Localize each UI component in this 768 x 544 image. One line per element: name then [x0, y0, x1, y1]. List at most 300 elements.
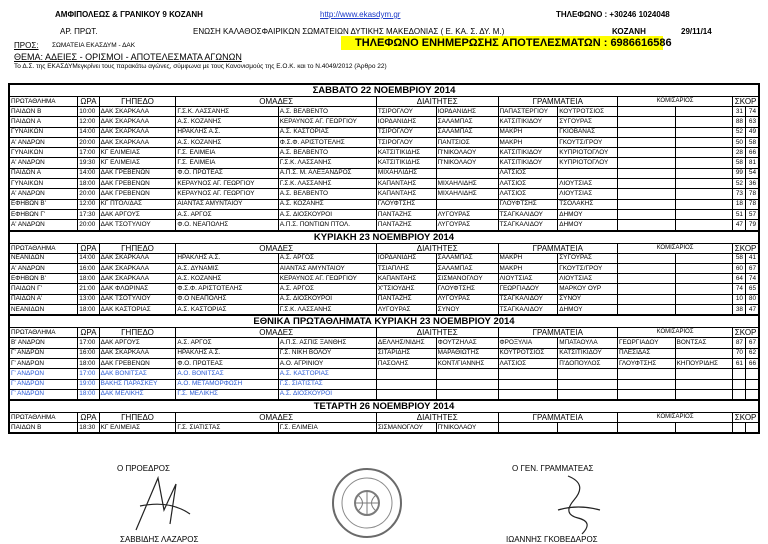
referee-2-cell: ΜΙΧΑΗΛΙΔΗΣ	[436, 189, 498, 199]
home-team-cell: Α.Ο. ΒΟΝΙΤΣΑΣ	[176, 369, 278, 379]
referee-1-cell: ΠΑΝΤΑΖΗΣ	[376, 294, 436, 304]
table-row	[10, 423, 759, 433]
championship-cell: ΠΑΙΔΩΝ Α	[10, 168, 78, 178]
championship-cell: ΝΕΑΝΙΔΩΝ	[10, 253, 78, 263]
away-team-cell: ΑΙΑΝΤΑΣ ΑΜΥΝΤΑΙΟΥ	[278, 263, 376, 273]
official-1-cell	[498, 369, 558, 379]
home-team-cell: ΚΕΡΑΥΝΟΣ ΑΓ. ΓΕΩΡΓΙΟΥ	[176, 179, 278, 189]
referee-2-cell: ΜΙΧΑΗΛΙΔΗΣ	[436, 179, 498, 189]
official-1-cell: ΠΑΠΑΣΤΕΡΓΙΟΥ	[498, 107, 558, 117]
president-signature	[130, 470, 200, 536]
court-cell: ΔΑΚ ΓΡΕΒΕΝΩΝ	[99, 179, 176, 189]
home-team-cell: Φ.Ο ΝΕΑΠΟΛΗΣ	[176, 294, 278, 304]
table-row	[10, 209, 759, 219]
section-table	[9, 84, 759, 231]
table-row	[10, 305, 759, 315]
commissioner-2-cell	[675, 158, 733, 168]
official-2-cell: ΣΥΓΟΥΡΑΣ	[558, 253, 618, 263]
table-row	[10, 348, 759, 358]
commissioner-cell	[617, 263, 675, 273]
away-team-cell: Α.Π.Σ. Μ. ΑΛΕΞΑΝΔΡΟΣ	[278, 168, 376, 178]
court-cell: ΚΓ ΕΛΙΜΕΙΑΣ	[99, 148, 176, 158]
court-cell: ΔΑΚ ΣΚΑΡΚΑΛΑ	[99, 127, 176, 137]
home-team-cell: Α.Σ. ΚΑΣΤΟΡΙΑΣ	[176, 305, 278, 315]
official-2-cell: ΛΙΟΥΤΣΙΑΣ	[558, 179, 618, 189]
home-score-cell	[733, 379, 746, 389]
col-commissioner: ΚΟΜΙΣΑΡΙΟΣ	[618, 413, 733, 423]
col-teams: ΟΜΑΔΕΣ	[176, 97, 377, 107]
home-team-cell: Γ.Σ. ΣΙΑΤΙΣΤΑΣ	[176, 423, 278, 433]
commissioner-2-cell	[675, 148, 733, 158]
home-score-cell: 87	[733, 338, 746, 348]
table-row	[10, 294, 759, 304]
commissioner-cell	[617, 117, 675, 127]
table-row	[10, 338, 759, 348]
home-team-cell: Φ.Ο. ΠΡΩΤΕΑΣ	[176, 358, 278, 368]
home-score-cell: 38	[733, 305, 746, 315]
home-score-cell: 28	[733, 148, 746, 158]
official-1-cell: ΚΑΤΣΙΤΙΚΙΔΟΥ	[498, 117, 558, 127]
protocol-label: ΑΡ. ΠΡΩΤ.	[60, 27, 98, 36]
col-score: ΣΚΟΡ	[733, 243, 759, 253]
to-label: ΠΡΟΣ:	[14, 41, 39, 50]
court-cell: ΔΑΚ ΣΚΑΡΚΑΛΑ	[99, 107, 176, 117]
schedule-table	[8, 83, 760, 434]
away-score-cell: 62	[745, 348, 758, 358]
col-referees: ΔΙΑΙΤΗΤΕΣ	[376, 243, 498, 253]
away-team-cell: ΚΕΡΑΥΝΟΣ ΑΓ. ΓΕΩΡΓΙΟΥ	[278, 274, 376, 284]
official-1-cell: ΛΑΤΣΙΟΣ	[498, 189, 558, 199]
commissioner-2-cell	[675, 199, 733, 209]
referee-2-cell: ΓΛΟΥΦΤΣΗΣ	[436, 284, 498, 294]
home-score-cell: 74	[733, 284, 746, 294]
federation-name: ΕΝΩΣΗ ΚΑΛΑΘΟΣΦΑΙΡΙΚΩΝ ΣΩΜΑΤΕΙΩΝ ΔΥΤΙΚΗΣ ΜΑΚΕΔΟΝΙΑΣ ( Ε. ΚΑ. Σ. ΔΥ. Μ.)	[193, 27, 505, 36]
referee-2-cell: ΣΑΛΑΜΠΑΣ	[436, 117, 498, 127]
away-team-cell: Α.Ο. ΑΓΡΙΝΙΟΥ	[278, 358, 376, 368]
commissioner-cell	[617, 148, 675, 158]
commissioner-2-cell	[675, 179, 733, 189]
referee-1-cell: ΚΑΤΣΙΤΙΚΙΔΗΣ	[376, 158, 436, 168]
referee-1-cell: ΜΙΧΑΗΛΙΔΗΣ	[376, 168, 436, 178]
commissioner-cell	[617, 199, 675, 209]
official-1-cell: ΛΑΤΣΙΟΣ	[498, 358, 558, 368]
home-team-cell: ΗΡΑΚΛΗΣ Α.Σ.	[176, 127, 278, 137]
court-cell: ΔΑΚ ΤΣΟΤΥΛΙΟΥ	[99, 220, 176, 230]
home-score-cell	[733, 423, 746, 433]
time-cell: 16:00	[78, 263, 99, 273]
away-team-cell: ΚΕΡΑΥΝΟΣ ΑΓ. ΓΕΩΡΓΙΟΥ	[278, 117, 376, 127]
secretary-signature	[538, 470, 608, 538]
away-score-cell: 63	[745, 117, 758, 127]
home-team-cell: Α.Σ. ΑΡΓΟΣ	[176, 338, 278, 348]
official-2-cell: ΔΗΜΟΥ	[558, 209, 618, 219]
table-row	[10, 179, 759, 189]
commissioner-2-cell	[675, 389, 733, 399]
commissioner-2-cell	[675, 305, 733, 315]
home-score-cell: 61	[733, 358, 746, 368]
away-score-cell: 58	[745, 137, 758, 147]
col-court: ΓΗΠΕΔΟ	[99, 413, 176, 423]
home-score-cell: 64	[733, 274, 746, 284]
official-1-cell	[498, 379, 558, 389]
time-cell: 13:00	[78, 294, 99, 304]
time-cell: 18:00	[78, 274, 99, 284]
commissioner-2-cell	[675, 423, 733, 433]
home-score-cell: 58	[733, 253, 746, 263]
home-team-cell: Α.Σ. ΚΟΖΑΝΗΣ	[176, 137, 278, 147]
table-row	[10, 158, 759, 168]
commissioner-2-cell	[675, 220, 733, 230]
home-team-cell: ΑΙΑΝΤΑΣ ΑΜΥΝΤΑΙΟΥ	[176, 199, 278, 209]
section-title: ΚΥΡΙΑΚΗ 23 ΝΟΕΜΒΡΙΟΥ 2014	[10, 231, 759, 243]
official-2-cell: ΚΟΥΤΡΟΤΣΙΟΣ	[558, 107, 618, 117]
results-phone-banner: ΤΗΛΕΦΩΝΟ ΕΝΗΜΕΡΩΣΗΣ ΑΠΟΤΕΛΕΣΜΑΤΩΝ : 6986616586	[341, 36, 663, 50]
commissioner-cell	[617, 389, 675, 399]
court-cell: ΔΑΚ ΦΛΩΡΙΝΑΣ	[99, 284, 176, 294]
away-score-cell: 74	[745, 107, 758, 117]
home-team-cell: ΗΡΑΚΛΗΣ Α.Σ.	[176, 348, 278, 358]
court-cell: ΔΑΚ ΣΚΑΡΚΑΛΑ	[99, 137, 176, 147]
commissioner-cell: ΓΛΟΥΦΤΣΗΣ	[617, 358, 675, 368]
col-referees: ΔΙΑΙΤΗΤΕΣ	[376, 97, 498, 107]
col-teams: ΟΜΑΔΕΣ	[176, 328, 377, 338]
table-row	[10, 148, 759, 158]
official-2-cell: ΣΥΓΟΥΡΑΣ	[558, 117, 618, 127]
court-cell: ΔΑΚ ΑΡΓΟΥΣ	[99, 209, 176, 219]
referee-1-cell: ΤΣΙΡΟΓΛΟΥ	[376, 107, 436, 117]
away-score-cell: 67	[745, 263, 758, 273]
col-teams: ΟΜΑΔΕΣ	[176, 243, 377, 253]
official-2-cell	[558, 423, 618, 433]
official-2-cell: Π'ΔΟΠΟΥΛΟΣ	[558, 358, 618, 368]
official-1-cell: ΛΑΤΣΙΟΣ	[498, 168, 558, 178]
commissioner-2-cell: ΒΟΝΤΣΑΣ	[675, 338, 733, 348]
official-1-cell: ΜΑΚΡΗ	[498, 127, 558, 137]
official-1-cell: ΛΙΟΥΤΣΙΑΣ	[498, 274, 558, 284]
commissioner-cell	[617, 209, 675, 219]
time-cell: 12:00	[78, 117, 99, 127]
official-2-cell	[558, 389, 618, 399]
referee-1-cell: ΤΣΙΡΟΓΛΟΥ	[376, 137, 436, 147]
time-cell: 16:00	[78, 348, 99, 358]
col-score: ΣΚΟΡ	[733, 328, 759, 338]
official-1-cell: ΓΕΩΡΓΙΑΔΟΥ	[498, 284, 558, 294]
away-score-cell	[745, 379, 758, 389]
referee-2-cell: ΠΑΝΤΣΙΟΣ	[436, 137, 498, 147]
away-score-cell	[745, 369, 758, 379]
col-championship: ΠΡΩΤΑΘΛΗΜΑ	[10, 413, 78, 423]
home-score-cell	[733, 369, 746, 379]
championship-cell: Γ' ΑΝΔΡΩΝ	[10, 358, 78, 368]
commissioner-2-cell	[675, 369, 733, 379]
col-court: ΓΗΠΕΔΟ	[99, 97, 176, 107]
court-cell: ΔΑΚ ΓΡΕΒΕΝΩΝ	[99, 358, 176, 368]
championship-cell: Γ' ΑΝΔΡΩΝ	[10, 389, 78, 399]
section-table	[9, 315, 759, 400]
away-score-cell: 57	[745, 209, 758, 219]
referee-2-cell: ΛΥΓΟΥΡΑΣ	[436, 294, 498, 304]
official-2-cell: ΔΗΜΟΥ	[558, 220, 618, 230]
referee-2-cell: ΣΑΛΑΜΠΑΣ	[436, 253, 498, 263]
referee-1-cell: ΙΟΡΔΑΝΙΔΗΣ	[376, 117, 436, 127]
home-score-cell: 88	[733, 117, 746, 127]
referee-2-cell: ΛΥΓΟΥΡΑΣ	[436, 209, 498, 219]
referee-2-cell: ΜΑΡΑΘΙΩΤΗΣ	[436, 348, 498, 358]
referee-1-cell: ΠΑΝΤΑΖΗΣ	[376, 220, 436, 230]
referee-1-cell: ΣΙΣΜΑΝΟΓΛΟΥ	[376, 423, 436, 433]
referee-1-cell: ΛΥΓΟΥΡΑΣ	[376, 305, 436, 315]
commissioner-cell	[617, 137, 675, 147]
time-cell: 17:30	[78, 209, 99, 219]
commissioner-2-cell	[675, 263, 733, 273]
table-row	[10, 127, 759, 137]
away-score-cell: 65	[745, 284, 758, 294]
away-score-cell: 74	[745, 274, 758, 284]
championship-cell: Γ' ΑΝΔΡΩΝ	[10, 348, 78, 358]
official-2-cell	[558, 379, 618, 389]
to-recipients: ΣΩΜΑΤΕΙΑ ΕΚΑΣΔΥΜ - ΔΑΚ	[52, 42, 136, 49]
home-team-cell: Α.Ο. ΜΕΤΑΜΟΡΦΩΣΗ	[176, 379, 278, 389]
away-score-cell: 67	[745, 338, 758, 348]
time-cell: 18:30	[78, 423, 99, 433]
commissioner-cell	[617, 305, 675, 315]
championship-cell: Β' ΑΝΔΡΩΝ	[10, 338, 78, 348]
col-referees: ΔΙΑΙΤΗΤΕΣ	[376, 413, 498, 423]
official-1-cell: ΚΑΤΣΙΤΙΚΙΔΟΥ	[498, 158, 558, 168]
commissioner-2-cell	[675, 168, 733, 178]
time-cell: 20:00	[78, 220, 99, 230]
home-score-cell: 52	[733, 179, 746, 189]
home-score-cell: 60	[733, 263, 746, 273]
referee-1-cell: ΔΕΛΛΗΣ/ΝΙΔΗΣ	[376, 338, 436, 348]
championship-cell: ΠΑΙΔΩΝ Α'	[10, 294, 78, 304]
referee-2-cell: ΣΙΣΜΑΝΟΓΛΟΥ	[436, 274, 498, 284]
championship-cell: ΠΑΙΔΩΝ Γ'	[10, 284, 78, 294]
col-commissioner: ΚΟΜΙΣΑΡΙΟΣ	[617, 243, 732, 253]
home-team-cell: Φ.Ο. ΝΕΑΠΟΛΗΣ	[176, 220, 278, 230]
commissioner-2-cell	[675, 127, 733, 137]
away-team-cell: Α.Π.Σ. ΠΟΝΤΙΩΝ ΠΤΟΛ.	[278, 220, 376, 230]
time-cell: 17:00	[78, 338, 99, 348]
away-score-cell: 49	[745, 127, 758, 137]
col-time: ΩΡΑ	[78, 328, 99, 338]
intro-text: Το Δ.Σ. της ΕΚΑΣΔΥΜεγκρίνει τους παρακάτω αγώνες, σύμφωνα με τους Κανονισμούς της Ε.Ο.Κ. και το Ν.4049/2012 (Άρθρο 22)	[14, 63, 387, 70]
championship-cell: Γ' ΑΝΔΡΩΝ	[10, 379, 78, 389]
section-title: ΤΕΤΑΡΤΗ 26 ΝΟΕΜΒΡΙΟΥ 2014	[10, 401, 759, 413]
court-cell: ΔΑΚ ΤΣΟΤΥΛΙΟΥ	[99, 294, 176, 304]
away-score-cell: 81	[745, 158, 758, 168]
commissioner-cell: ΓΕΩΡΓΙΑΔΟΥ	[617, 338, 675, 348]
referee-1-cell: ΙΟΡΔΑΝΙΔΗΣ	[376, 253, 436, 263]
away-team-cell: Γ.Σ. ΣΙΑΤΙΣΤΑΣ	[278, 379, 376, 389]
referee-1-cell: ΚΑΠΑΝΤΑΗΣ	[376, 274, 436, 284]
home-score-cell: 31	[733, 107, 746, 117]
table-row	[10, 220, 759, 230]
table-row	[10, 358, 759, 368]
commissioner-cell	[617, 253, 675, 263]
referee-1-cell: ΠΑΣΟΛΗΣ	[376, 358, 436, 368]
time-cell: 17:00	[78, 369, 99, 379]
away-score-cell: 54	[745, 168, 758, 178]
commissioner-cell	[617, 168, 675, 178]
time-cell: 18:00	[78, 358, 99, 368]
home-score-cell: 51	[733, 209, 746, 219]
away-team-cell: Α.Σ. ΑΡΓΟΣ	[278, 253, 376, 263]
official-1-cell	[498, 423, 558, 433]
col-championship: ΠΡΩΤΑΘΛΗΜΑ	[10, 243, 78, 253]
away-team-cell: Γ.Σ. ΕΛΙΜΕΙΑ	[278, 423, 376, 433]
time-cell: 20:00	[78, 137, 99, 147]
commissioner-2-cell	[675, 274, 733, 284]
official-1-cell: ΛΑΤΣΙΟΣ	[498, 179, 558, 189]
time-cell: 14:00	[78, 168, 99, 178]
away-score-cell: 66	[745, 148, 758, 158]
home-team-cell: Α.Σ. ΔΥΝΑΜΙΣ	[176, 263, 278, 273]
official-2-cell: ΛΙΟΥΤΣΙΑΣ	[558, 274, 618, 284]
time-cell: 18:00	[78, 389, 99, 399]
official-2-cell: ΚΥΠΡΙΟΤΟΓΛΟΥ	[558, 158, 618, 168]
home-team-cell: Γ.Σ. ΜΕΛΙΚΗΣ	[176, 389, 278, 399]
table-row	[10, 107, 759, 117]
court-cell: ΔΑΚ ΣΚΑΡΚΑΛΑ	[99, 117, 176, 127]
official-2-cell: ΓΚΟΥΤΣ/ΓΡΟΥ	[558, 137, 618, 147]
website-link[interactable]: http://www.ekasdym.gr	[320, 10, 401, 19]
table-row	[10, 389, 759, 399]
official-1-cell: ΓΛΟΥΦΤΣΗΣ	[498, 199, 558, 209]
commissioner-cell	[617, 284, 675, 294]
championship-cell: ΓΥΝΑΙΚΩΝ	[10, 179, 78, 189]
away-team-cell: Α.Σ. ΚΑΣΤΟΡΙΑΣ	[278, 127, 376, 137]
president-title: Ο ΠΡΟΕΔΡΟΣ	[117, 464, 170, 473]
commissioner-cell	[617, 179, 675, 189]
away-team-cell: Γ.Σ.Κ. ΛΑΣΣΑΝΗΣ	[278, 158, 376, 168]
away-team-cell: Α.Σ. ΒΕΛΒΕΝΤΟ	[278, 148, 376, 158]
table-row	[10, 369, 759, 379]
referee-1-cell: ΣΙΤΑΡΙΔΗΣ	[376, 348, 436, 358]
commissioner-2-cell	[675, 189, 733, 199]
championship-cell: ΕΦΗΒΩΝ Γ'	[10, 209, 78, 219]
away-score-cell: 47	[745, 305, 758, 315]
commissioner-cell: ΠΛΕΣΙΔΑΣ	[617, 348, 675, 358]
championship-cell: ΕΦΗΒΩΝ Β'	[10, 199, 78, 209]
col-officials: ΓΡΑΜΜΑΤΕΙΑ	[498, 243, 617, 253]
column-header-row	[10, 413, 759, 423]
away-team-cell: Γ.Σ.Κ. ΛΑΣΣΑΝΗΣ	[278, 305, 376, 315]
referee-1-cell: ΚΑΠΑΝΤΑΗΣ	[376, 179, 436, 189]
col-referees: ΔΙΑΙΤΗΤΕΣ	[376, 328, 498, 338]
referee-2-cell	[436, 379, 498, 389]
referee-2-cell: ΙΟΡΔΑΝΙΔΗΣ	[436, 107, 498, 117]
court-cell: ΔΑΚ ΑΡΓΟΥΣ	[99, 338, 176, 348]
table-row	[10, 168, 759, 178]
court-cell: ΚΓ ΕΛΙΜΕΙΑΣ	[99, 158, 176, 168]
away-team-cell: Γ.Σ.Κ. ΛΑΣΣΑΝΗΣ	[278, 179, 376, 189]
time-cell: 10:00	[78, 107, 99, 117]
official-1-cell: ΦΡΟΞΥΛΙΑ	[498, 338, 558, 348]
table-row	[10, 189, 759, 199]
championship-cell: Α' ΑΝΔΡΩΝ	[10, 220, 78, 230]
official-2-cell: ΜΠΑΤΑΟΥΛΑ	[558, 338, 618, 348]
away-team-cell: Α.Σ. ΔΙΟΣΚΟΥΡΟΙ	[278, 294, 376, 304]
time-cell: 19:00	[78, 379, 99, 389]
official-2-cell: ΓΚΟΥΤΣ/ΓΡΟΥ	[558, 263, 618, 273]
championship-cell: Α' ΑΝΔΡΩΝ	[10, 189, 78, 199]
court-cell: ΔΑΚ ΒΟΝΙΤΣΑΣ	[99, 369, 176, 379]
away-team-cell: Γ.Σ. ΝΙΚΗ ΒΟΛΟΥ	[278, 348, 376, 358]
col-officials: ΓΡΑΜΜΑΤΕΙΑ	[498, 413, 617, 423]
referee-1-cell	[376, 379, 436, 389]
home-team-cell: Φ.Σ.Φ. ΑΡΙΣΤΟΤΕΛΗΣ	[176, 284, 278, 294]
official-2-cell: ΤΣΟΛΑΚΗΣ	[558, 199, 618, 209]
home-team-cell: ΗΡΑΚΛΗΣ Α.Σ.	[176, 253, 278, 263]
official-1-cell: ΤΣΑΓΚΑΛΙΔΟΥ	[498, 209, 558, 219]
official-1-cell: ΜΑΚΡΗ	[498, 263, 558, 273]
commissioner-2-cell	[675, 117, 733, 127]
home-score-cell: 73	[733, 189, 746, 199]
table-row	[10, 284, 759, 294]
official-1-cell: ΚΑΤΣΙΤΙΚΙΔΟΥ	[498, 148, 558, 158]
home-score-cell	[733, 389, 746, 399]
commissioner-2-cell	[675, 137, 733, 147]
court-cell: ΔΑΚ ΣΚΑΡΚΑΛΑ	[99, 348, 176, 358]
away-score-cell: 79	[745, 220, 758, 230]
column-header-row	[10, 243, 759, 253]
home-score-cell: 58	[733, 158, 746, 168]
referee-1-cell	[376, 369, 436, 379]
col-court: ΓΗΠΕΔΟ	[99, 243, 176, 253]
table-row	[10, 253, 759, 263]
home-team-cell: ΚΕΡΑΥΝΟΣ ΑΓ. ΓΕΩΡΓΙΟΥ	[176, 189, 278, 199]
commissioner-2-cell	[675, 209, 733, 219]
referee-1-cell: ΚΑΤΣΙΤΙΚΙΔΗΣ	[376, 148, 436, 158]
official-2-cell: ΜΑΡΚΟΥ ΟΥΡ	[558, 284, 618, 294]
away-score-cell: 80	[745, 294, 758, 304]
home-score-cell: 47	[733, 220, 746, 230]
away-score-cell: 36	[745, 179, 758, 189]
away-team-cell: Α.Σ. ΔΙΟΣΚΟΥΡΟΙ	[278, 209, 376, 219]
home-team-cell: Γ.Σ. ΕΛΙΜΕΙΑ	[176, 148, 278, 158]
commissioner-cell	[617, 158, 675, 168]
away-team-cell: Α.Σ. ΑΡΓΟΣ	[278, 284, 376, 294]
commissioner-cell	[618, 423, 676, 433]
referee-2-cell	[436, 389, 498, 399]
commissioner-cell	[617, 107, 675, 117]
away-team-cell: Α.Σ. ΒΕΛΒΕΝΤΟ	[278, 189, 376, 199]
championship-cell: ΠΑΙΔΩΝ Β	[10, 423, 78, 433]
time-cell: 14:00	[78, 253, 99, 263]
commissioner-2-cell	[675, 294, 733, 304]
official-2-cell: ΚΑΤΣΙΤΙΚΙΔΟΥ	[558, 348, 618, 358]
referee-1-cell: ΓΛΟΥΦΤΣΗΣ	[376, 199, 436, 209]
home-team-cell: Γ.Σ. ΕΛΙΜΕΙΑ	[176, 158, 278, 168]
official-2-cell	[558, 168, 618, 178]
secretary-title: Ο ΓΕΝ. ΓΡΑΜΜΑΤΕΑΣ	[512, 464, 594, 473]
commissioner-2-cell	[675, 379, 733, 389]
away-score-cell: 78	[745, 199, 758, 209]
col-championship: ΠΡΩΤΑΘΛΗΜΑ	[10, 328, 78, 338]
official-2-cell: ΔΗΜΟΥ	[558, 305, 618, 315]
table-row	[10, 274, 759, 284]
table-row	[10, 199, 759, 209]
official-1-cell: ΤΣΑΓΚΑΛΙΔΟΥ	[498, 305, 558, 315]
president-name: ΣΑΒΒΙΔΗΣ ΛΑΖΑΡΟΣ	[120, 535, 199, 544]
section-table	[9, 231, 759, 316]
column-header-row	[10, 328, 759, 338]
referee-2-cell	[436, 199, 498, 209]
home-score-cell: 70	[733, 348, 746, 358]
home-score-cell: 99	[733, 168, 746, 178]
official-2-cell	[558, 369, 618, 379]
